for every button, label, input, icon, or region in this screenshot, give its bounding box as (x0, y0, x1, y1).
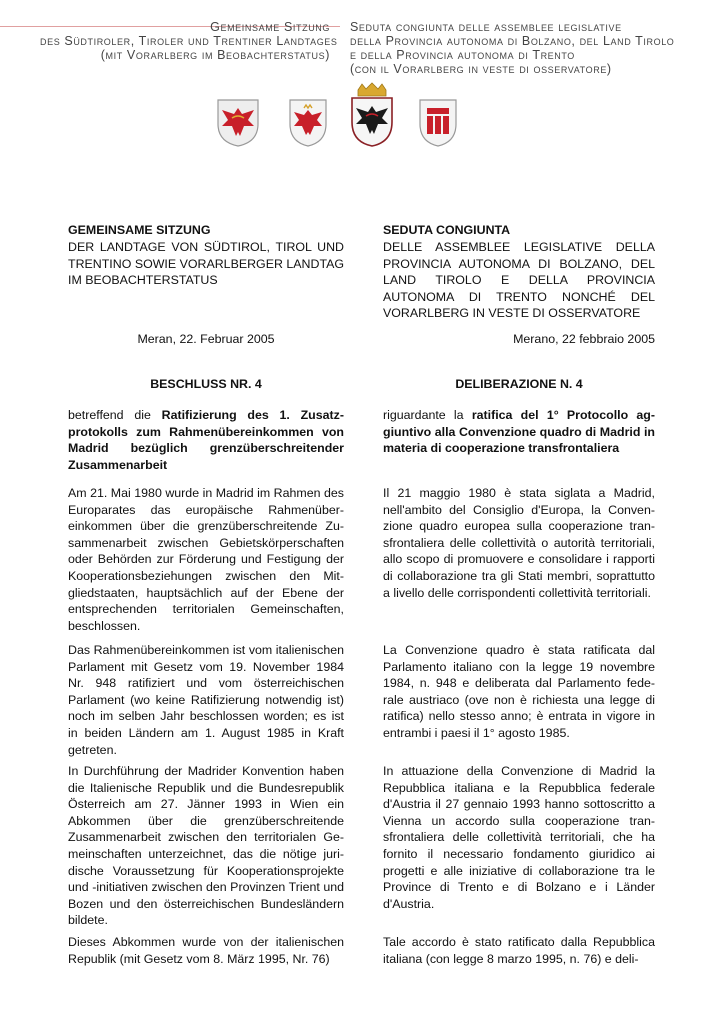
german-institution-line: des Südtiroler, Tiroler und Trentiner Landtages (40, 34, 338, 48)
trentino-crest-icon (348, 82, 396, 148)
italian-resolution-title: DELIBERAZIONE N. 4 (455, 377, 583, 391)
south-tyrol-crest-icon (216, 98, 260, 148)
italian-subject-intro: riguardante la (383, 408, 472, 422)
tyrol-crest-icon (288, 98, 328, 148)
german-heading: GEMEINSAME SITZUNG (68, 223, 211, 237)
italian-institution-header (350, 20, 680, 76)
german-paragraph: Das Rahmenübereinkommen ist vom italienischen Parlament mit Gesetz vom 19. November 1984 Nr. 948 ratifiziert und vom österreichischen Parlament (wo keine Ratifizierung notwendig ist) noch im selben Jahr beschlossen worden; es ist in beiden Ländern am 1. August 1985 in Kraft getreten. (68, 643, 344, 757)
german-paragraph: In Durchführung der Madrider Konvention haben die Italienische Republik und die Bundesrepublik Österreich am 27. Jänner 1993 in Wien ein Abkommen über die grenzüberschreitende Zusammenarbeit zwischen den territorialen Gemeinschaften unterzeichnet, das die nötige juridische Voraussetzung für Kooperationsprojekte und -initiativen zwischen den Provinzen Trient und Bozen und den österreichischen Bundesländern bildete. (68, 764, 344, 928)
italian-paragraph: In attuazione della Convenzione di Madrid la Repubblica italiana e la Repubblica federale d'Austria il 27 gennaio 1993 hanno sottoscritto a Vienna un accordo sulla cooperazione transfrontaliera delle collettività territoriali, che ha fornito il necessario fondamento giuridico ai progetti e alle iniziative di collaborazione tra le Province di Trento e di Bolzano e i Länder d'Austria. (383, 764, 655, 911)
italian-heading: SEDUTA CONGIUNTA (383, 223, 511, 237)
german-subject-intro: betreffend die (68, 408, 162, 422)
italian-paragraph: Il 21 maggio 1980 è stata siglata a Madrid, nell'ambito del Consiglio d'Europa, la Convenzione quadro europea sulla cooperazione transfrontaliera delle collettività o autorità territoriali, allo scopo di promuovere e consolidare i rapporti di collaborazione tra gli Stati membri, soprattutto a livello delle corrispondenti collettività territoriali. (383, 486, 655, 600)
italian-subheading: DELLE ASSEMBLEE LEGISLATIVE DELLA PROVINCIA AUTONOMA DI BOLZANO, DEL LAND TIROLO E DELLA PROVINCIA AUTONOMA DI TRENTO NONCHÉ DEL VORARLBERG IN VESTE DI OSSERVATORE (383, 240, 655, 321)
italian-paragraph: Tale accordo è stato ratificato dalla Repubblica italiana (con legge 8 marzo 1995, n. 76) e deli- (383, 935, 655, 966)
italian-institution-line: della Provincia autonoma di Bolzano, del Land Tirolo (350, 34, 675, 48)
german-institution-header (40, 20, 338, 62)
german-subheading: DER LANDTAGE VON SÜDTIROL, TIROL UND TRENTINO SOWIE VORARLBERGER LANDTAG IM BEOBACHTERSTATUS (68, 240, 344, 288)
german-institution-line: (mit Vorarlberg im Beobachterstatus) (100, 48, 330, 62)
german-institution-line: Gemeinsame Sitzung (210, 20, 330, 34)
german-paragraph: Dieses Abkommen wurde von der italienischen Republik (mit Gesetz vom 8. März 1995, Nr. 76) (68, 935, 344, 966)
italian-institution-line: (con il Vorarlberg in veste di osservatore) (350, 62, 612, 76)
italian-subject (383, 407, 655, 457)
german-subject (68, 407, 344, 473)
italian-subject-title: ratifica del 1° Protocollo aggiuntivo alla Convenzione quadro di Madrid in materia di cooperazione transfrontaliera (383, 408, 656, 456)
italian-institution-line: e della Provincia autonoma di Trento (350, 48, 575, 62)
german-resolution-title: BESCHLUSS NR. 4 (150, 377, 262, 391)
italian-paragraph: La Convenzione quadro è stata ratificata dal Parlamento italiano con la legge 19 novembre 1984, n. 948 e deliberata dal Parlamento federale austriaco (ove non è richiesta una legge di ratifica) nello stesso anno; è entrata in vigore in entrambi i paesi il 1° agosto 1985. (383, 643, 655, 740)
german-place-date: Meran, 22. Februar 2005 (137, 332, 275, 346)
german-paragraph: Am 21. Mai 1980 wurde in Madrid im Rahmen des Europarates das europäische Rahmenübereinkommen über die grenzüberschreitende Zusammenarbeit zwischen Gebietskörperschaften oder Behörden zur Förderung und Festigung der Kooperationsbeziehungen zwischen den Mitgliedstaaten, hauptsächlich auf der Ebene der entsprechenden territorialen Gemeinschaften, beschlossen. (68, 486, 344, 633)
coats-of-arms (216, 82, 456, 152)
german-subject-title: Ratifizierung des 1. Zusatzprotokolls zum Rahmenübereinkommen von Madrid bezüglich grenzüberschreitender Zusammenarbeit (68, 408, 344, 472)
vorarlberg-crest-icon (418, 98, 458, 148)
italian-institution-line: Seduta congiunta delle assemblee legislative (350, 20, 622, 34)
italian-place-date: Merano, 22 febbraio 2005 (513, 332, 655, 346)
